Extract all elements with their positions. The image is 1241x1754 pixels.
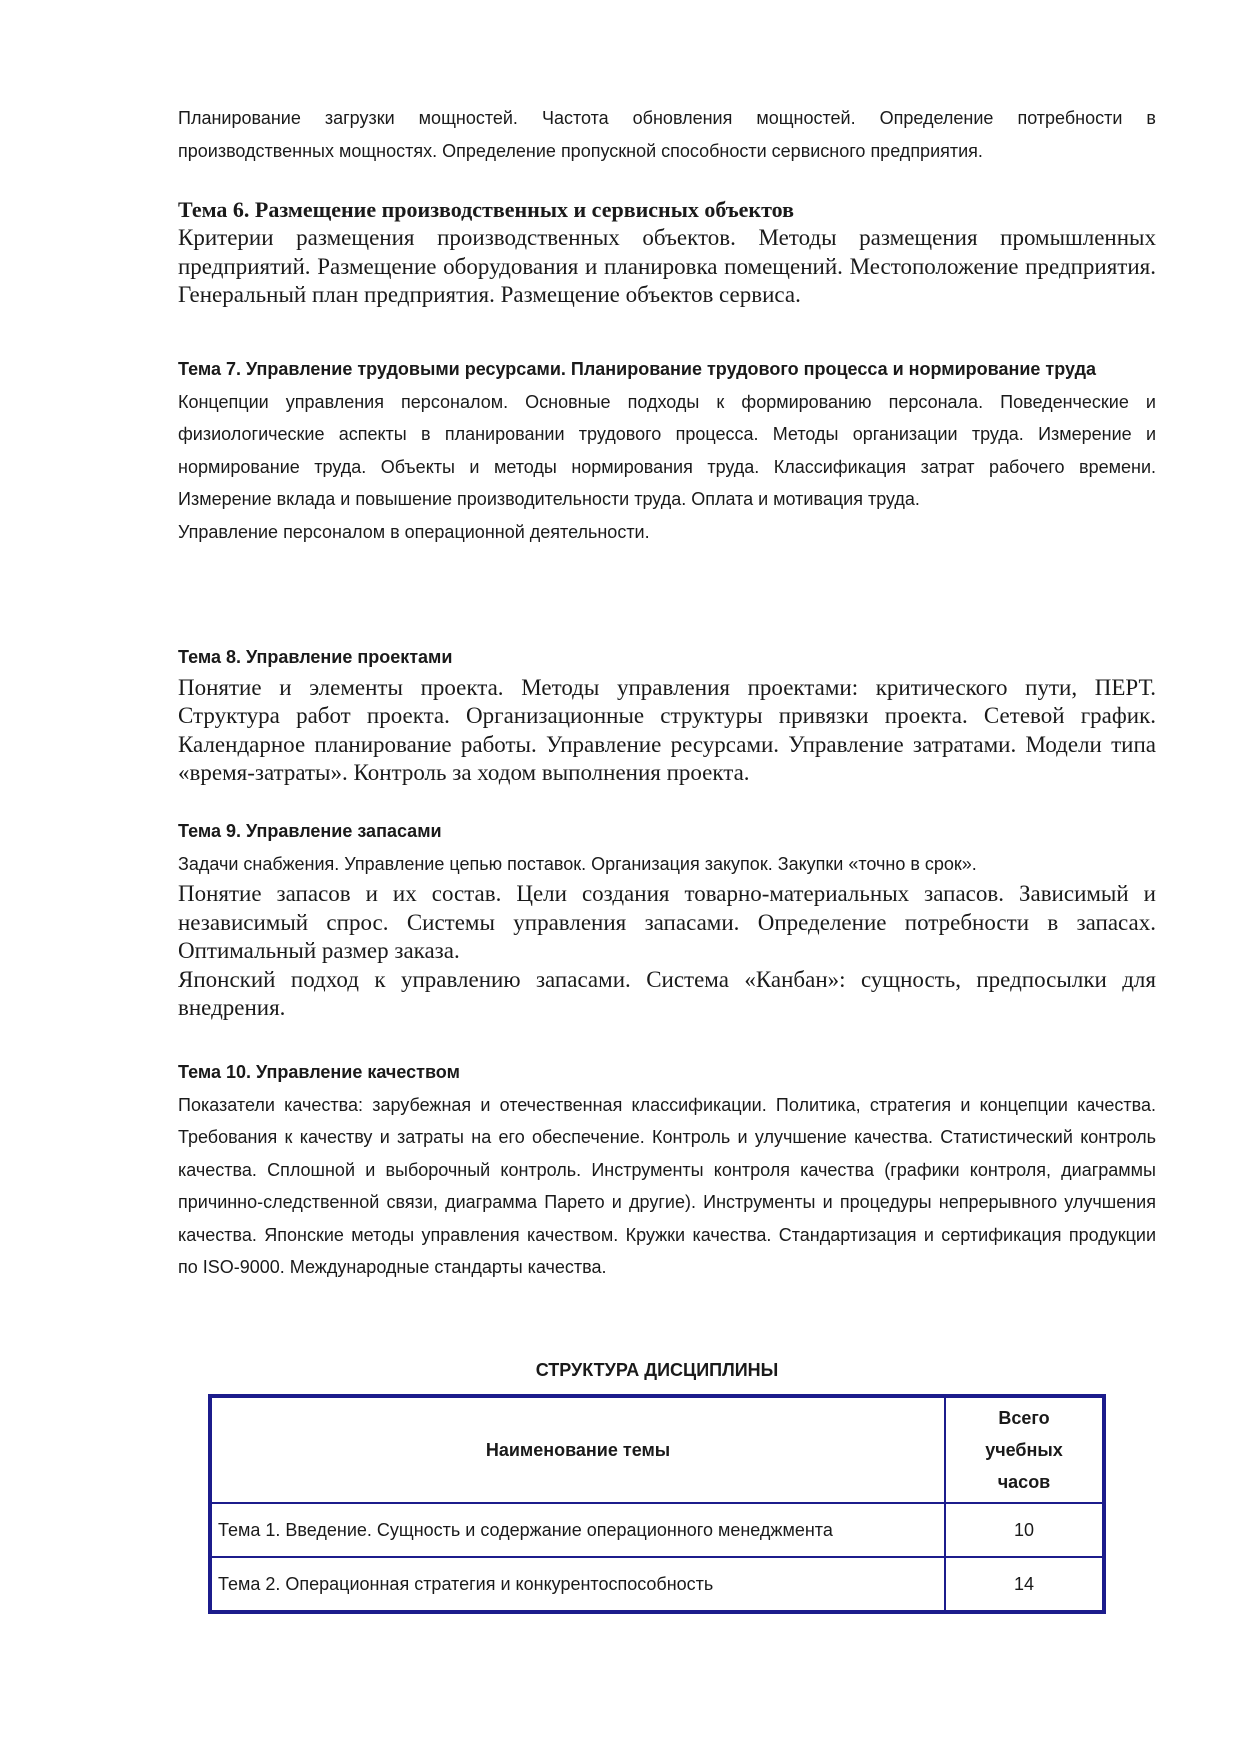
structure-table [208, 1394, 1106, 1614]
column-header-total-hours [945, 1396, 1104, 1503]
topic-8-heading: Тема 8. Управление проектами [178, 647, 453, 667]
column-header-hours-line-1: Всего [998, 1408, 1050, 1428]
column-header-hours-line-3: часов [997, 1472, 1051, 1492]
topic-9-paragraph-1: Задачи снабжения. Управление цепью поставок. Организация закупок. Закупки «точно в срок». [178, 853, 977, 874]
topic-7-section [178, 353, 1156, 548]
topic-10-heading: Тема 10. Управление качеством [178, 1062, 460, 1082]
table-cell-topic-name: Тема 1. Введение. Сущность и содержание операционного менеджмента [210, 1503, 945, 1557]
topic-10-section [178, 1056, 1156, 1284]
topic-9-paragraph-2: Понятие запасов и их состав. Цели создания товарно-материальных запасов. Зависимый и независимый спрос. Системы управления запасами. Определение потребности в запасах. Оптимальный размер заказа. [178, 881, 1156, 963]
topic-9-section [178, 815, 1156, 1023]
table-row [210, 1503, 1104, 1557]
topic-9-paragraph-3: Японский подход к управлению запасами. Система «Канбан»: сущность, предпосылки для внедрения. [178, 966, 1156, 1020]
intro-section [178, 102, 1156, 167]
table-row [210, 1557, 1104, 1612]
topic-6-paragraph: Критерии размещения производственных объектов. Методы размещения промышленных предприятий. Размещение оборудования и планировка помещений. Местоположение предприятия. Генеральный план предприятия. Размещение объектов сервиса. [178, 225, 1156, 307]
topic-8-paragraph: Понятие и элементы проекта. Методы управления проектами: критического пути, ПЕРТ. Структура работ проекта. Организационные структуры привязки проекта. Сетевой график. Календарное планирование работы. Управление ресурсами. Управление затратами. Модели типа «время-затраты». Контроль за ходом выполнения проекта. [178, 674, 1156, 785]
column-header-topic-name: Наименование темы [210, 1396, 945, 1503]
topic-10-paragraph: Показатели качества: зарубежная и отечественная классификации. Политика, стратегия и концепции качества. Требования к качеству и затраты на его обеспечение. Контроль и улучшение качества. Статистический контроль качества. Сплошной и выборочный контроль. Инструменты контроля качества (графики контроля, диаграммы причинно-следственной связи, диаграмма Парето и другие). Инструменты и процедуры непрерывного улучшения качества. Японские методы управления качеством. Кружки качества. Стандартизация и сертификация продукции по ISO-9000. Международные стандарты качества. [178, 1094, 1156, 1277]
topic-7-paragraph-2: Управление персоналом в операционной деятельности. [178, 521, 650, 542]
intro-paragraph: Планирование загрузки мощностей. Частота обновления мощностей. Определение потребности в производственных мощностях. Определение пропускной способности сервисного предприятия. [178, 108, 1156, 161]
topic-9-heading: Тема 9. Управление запасами [178, 821, 442, 841]
table-cell-hours: 10 [945, 1503, 1104, 1557]
table-header-row [210, 1396, 1104, 1503]
structure-title: СТРУКТУРА ДИСЦИПЛИНЫ [535, 1360, 779, 1380]
topic-7-heading: Тема 7. Управление трудовыми ресурсами. Планирование трудового процесса и нормирование труда [178, 359, 1097, 379]
table-cell-topic-name: Тема 2. Операционная стратегия и конкурентоспособность [210, 1557, 945, 1612]
column-header-hours-line-2: учебных [985, 1440, 1063, 1460]
topic-7-paragraph: Концепции управления персоналом. Основные подходы к формированию персонала. Поведенческие и физиологические аспекты в планировании трудового процесса. Методы организации труда. Измерение и нормирование труда. Объекты и методы нормирования труда. Классификация затрат рабочего времени. Измерение вклада и повышение производительности труда. Оплата и мотивация труда. [178, 391, 1156, 509]
topic-8-section [178, 641, 1156, 788]
topic-6-section [178, 196, 1156, 310]
table-cell-hours: 14 [945, 1557, 1104, 1612]
topic-6-heading: Тема 6. Размещение производственных и сервисных объектов [178, 197, 794, 222]
